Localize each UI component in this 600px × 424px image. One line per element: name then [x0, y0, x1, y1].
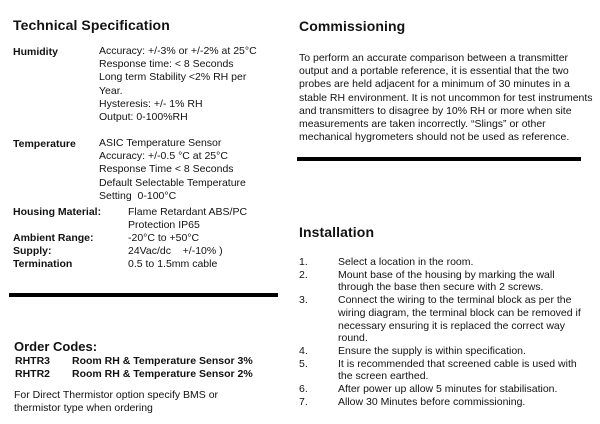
installation-step: [299, 269, 593, 294]
property-value: [128, 206, 283, 232]
step-number: 1.: [299, 256, 308, 268]
order-code-description: Room RH & Temperature Sensor 3%: [72, 355, 253, 367]
property-row-ambient-range: [13, 232, 283, 245]
step-text: Connect the wiring to the terminal block as per the wiring diagram, the terminal block can be removed if necessary ensuring it is replaced the correct way round.: [338, 294, 581, 345]
property-value: [128, 258, 283, 271]
step-number: 4.: [299, 344, 308, 357]
property-value-line: Protection IP65: [128, 218, 200, 231]
order-code: RHTR3: [15, 355, 51, 367]
step-number: 2.: [299, 268, 308, 281]
section-title-technical-specification: Technical Specification: [13, 17, 170, 33]
property-label: Ambient Range:: [13, 231, 94, 244]
step-text: Select a location in the room.: [338, 256, 474, 268]
order-codes-note: [14, 389, 218, 415]
step-number: 3.: [299, 294, 308, 307]
order-code-row: [15, 368, 253, 381]
spec-line: Hysteresis: +/- 1% RH: [99, 97, 203, 110]
divider-rule-right: [297, 157, 581, 161]
property-value-line: Flame Retardant ABS/PC: [128, 205, 248, 218]
step-number: 5.: [299, 357, 308, 370]
property-value-line: 0.5 to 1.5mm cable: [128, 258, 218, 271]
property-value-line: 24Vac/dc +/-10% ): [128, 245, 223, 258]
step-text: Ensure the supply is within specification.: [338, 344, 526, 357]
divider-rule-left: [9, 293, 278, 297]
section-title-installation: Installation: [299, 224, 375, 240]
step-number: 6.: [299, 383, 308, 396]
installation-steps: [299, 256, 593, 408]
note-line: For Direct Thermistor option specify BMS or: [14, 389, 219, 401]
order-code-description: Room RH & Temperature Sensor 2%: [72, 368, 253, 381]
installation-step: [299, 358, 593, 383]
installation-step: [299, 345, 593, 358]
spec-line: ASIC Temperature Sensor: [99, 137, 222, 149]
property-label: Housing Material:: [13, 205, 102, 218]
property-row-supply: [13, 245, 283, 258]
spec-line: Setting 0-100°C: [99, 189, 177, 202]
order-code: RHTR2: [15, 368, 51, 381]
property-row-termination: [13, 258, 283, 271]
spec-label-humidity: Humidity: [13, 46, 58, 58]
spec-line: Default Selectable Temperature: [99, 176, 246, 189]
section-title-order-codes: Order Codes:: [14, 339, 98, 354]
property-label: Termination: [13, 258, 73, 271]
spec-line: Response time: < 8 Seconds: [99, 58, 234, 71]
order-code-row: [15, 355, 253, 368]
spec-line: Output: 0-100%RH: [99, 111, 188, 124]
property-value: [128, 245, 283, 258]
step-text: After power up allow 5 minutes for stabilisation.: [338, 383, 558, 396]
property-value-line: -20°C to +50°C: [128, 231, 200, 244]
spec-line: Year.: [99, 84, 123, 97]
step-text: It is recommended that screened cable is used with the screen earthed.: [338, 357, 577, 383]
property-list: [13, 206, 283, 272]
step-number: 7.: [299, 395, 308, 408]
note-line: thermistor type when ordering: [14, 402, 153, 415]
installation-step: [299, 256, 593, 269]
spec-line: Response Time < 8 Seconds: [99, 163, 234, 176]
property-value: [128, 232, 283, 245]
property-row-housing-material: [13, 206, 283, 232]
installation-step: [299, 383, 593, 396]
property-label: Supply:: [13, 245, 52, 258]
step-text: Mount base of the housing by marking the wall through the base then secure with 2 screws.: [338, 268, 555, 294]
installation-step: [299, 294, 593, 345]
spec-line: Accuracy: +/-0.5 °C at 25°C: [99, 150, 228, 163]
step-text: Allow 30 Minutes before commissioning.: [338, 395, 526, 408]
spec-line: Accuracy: +/-3% or +/-2% at 25°C: [99, 45, 257, 57]
spec-label-temperature: Temperature: [13, 138, 76, 150]
spec-value-humidity: [99, 45, 257, 124]
commissioning-paragraph: To perform an accurate comparison between a transmitter output and a portable reference, it is essential that the two probes are held adjacent for a minimum of 30 minutes in a stable RH environment. It is not uncommon for test instruments and transmitters to disagree by 10% RH or more when site measurements are taken incorrectly. “Slings” or other mechanical hygrometers should not be used as reference.: [299, 52, 593, 144]
installation-step: [299, 396, 593, 409]
section-title-commissioning: Commissioning: [299, 18, 406, 34]
spec-line: Long term Stability <2% RH per: [99, 71, 247, 84]
spec-value-temperature: [99, 137, 246, 203]
order-codes-list: [15, 355, 253, 381]
